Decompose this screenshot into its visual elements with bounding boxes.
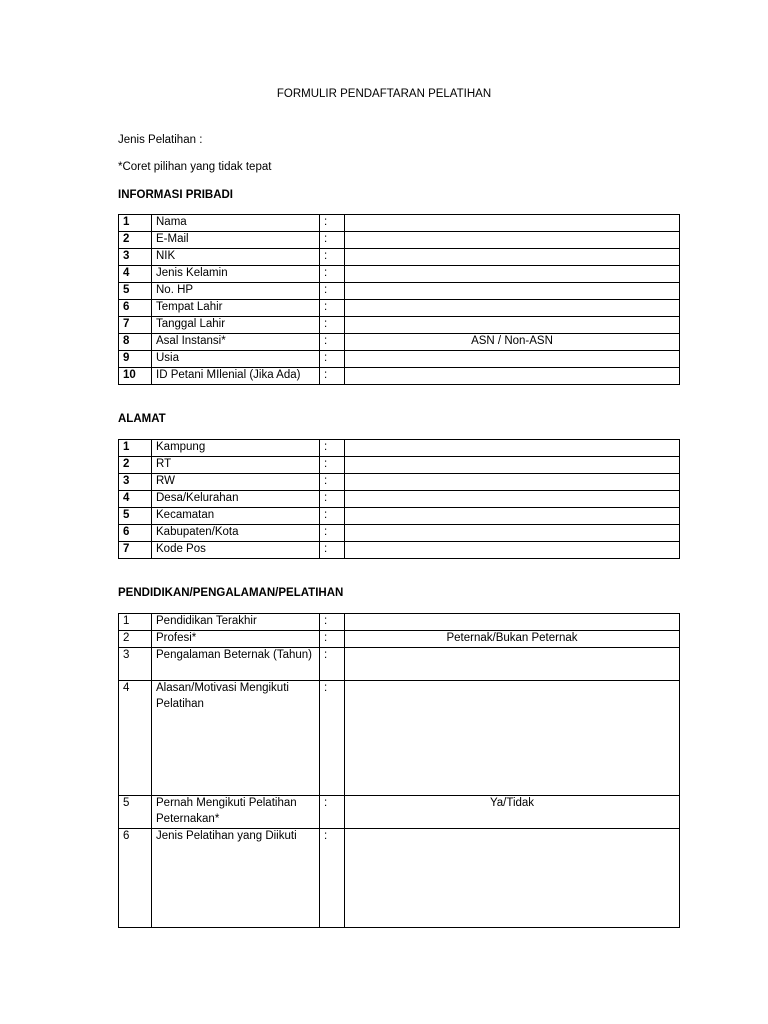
row-value-field[interactable] <box>345 266 680 283</box>
row-number: 1 <box>119 614 152 631</box>
table-row <box>119 440 680 457</box>
table-row <box>119 542 680 559</box>
jenis-pelatihan-label: Jenis Pelatihan : <box>118 134 203 146</box>
row-value-field[interactable] <box>345 525 680 542</box>
row-number: 6 <box>119 829 152 928</box>
table-pendidikan <box>118 613 680 928</box>
row-value-field[interactable]: ASN / Non-ASN <box>345 334 680 351</box>
row-value-field[interactable] <box>345 440 680 457</box>
row-value-field[interactable] <box>345 232 680 249</box>
row-label: Pernah Mengikuti Pelatihan Peternakan* <box>152 796 320 829</box>
row-number: 3 <box>119 474 152 491</box>
table-row <box>119 457 680 474</box>
table-row <box>119 283 680 300</box>
row-label: Asal Instansi* <box>152 334 320 351</box>
row-number: 10 <box>119 368 152 385</box>
table-row <box>119 266 680 283</box>
table-row <box>119 796 680 829</box>
row-label: Tanggal Lahir <box>152 317 320 334</box>
row-separator: : <box>320 440 345 457</box>
row-separator: : <box>320 829 345 928</box>
table-row <box>119 648 680 681</box>
row-number: 1 <box>119 440 152 457</box>
row-label: Tempat Lahir <box>152 300 320 317</box>
table-row <box>119 491 680 508</box>
row-number: 7 <box>119 542 152 559</box>
row-label: Pendidikan Terakhir <box>152 614 320 631</box>
row-value-field[interactable] <box>345 300 680 317</box>
row-separator: : <box>320 215 345 232</box>
row-label: No. HP <box>152 283 320 300</box>
row-value-field[interactable] <box>345 829 680 928</box>
row-separator: : <box>320 351 345 368</box>
note-text: *Coret pilihan yang tidak tepat <box>118 161 272 173</box>
table-row <box>119 631 680 648</box>
row-label: Jenis Pelatihan yang Diikuti <box>152 829 320 928</box>
row-number: 4 <box>119 681 152 796</box>
row-value-field[interactable] <box>345 317 680 334</box>
row-separator: : <box>320 525 345 542</box>
table-pribadi <box>118 214 680 385</box>
row-separator: : <box>320 491 345 508</box>
row-value-field[interactable] <box>345 249 680 266</box>
row-number: 4 <box>119 491 152 508</box>
row-label: Kabupaten/Kota <box>152 525 320 542</box>
row-value-field[interactable] <box>345 283 680 300</box>
row-number: 2 <box>119 631 152 648</box>
row-separator: : <box>320 614 345 631</box>
row-label: Kampung <box>152 440 320 457</box>
table-row <box>119 681 680 796</box>
row-label: ID Petani MIlenial (Jika Ada) <box>152 368 320 385</box>
row-value-field[interactable] <box>345 351 680 368</box>
row-separator: : <box>320 334 345 351</box>
row-number: 1 <box>119 215 152 232</box>
table-row <box>119 249 680 266</box>
table-row <box>119 334 680 351</box>
row-separator: : <box>320 648 345 681</box>
row-label: NIK <box>152 249 320 266</box>
row-label: Nama <box>152 215 320 232</box>
row-label: Usia <box>152 351 320 368</box>
section-heading-pribadi: INFORMASI PRIBADI <box>118 189 233 201</box>
row-separator: : <box>320 681 345 796</box>
row-label: RW <box>152 474 320 491</box>
table-alamat <box>118 439 680 559</box>
row-value-field[interactable]: Ya/Tidak <box>345 796 680 829</box>
table-row <box>119 614 680 631</box>
section-heading-pendidikan: PENDIDIKAN/PENGALAMAN/PELATIHAN <box>118 587 344 599</box>
section-heading-alamat: ALAMAT <box>118 413 166 425</box>
row-label: RT <box>152 457 320 474</box>
row-number: 5 <box>119 796 152 829</box>
row-value-field[interactable] <box>345 474 680 491</box>
row-label: Desa/Kelurahan <box>152 491 320 508</box>
row-value-field[interactable] <box>345 491 680 508</box>
table-row <box>119 300 680 317</box>
row-label: Pengalaman Beternak (Tahun) <box>152 648 320 681</box>
row-number: 6 <box>119 300 152 317</box>
row-label: Jenis Kelamin <box>152 266 320 283</box>
row-value-field[interactable]: Peternak/Bukan Peternak <box>345 631 680 648</box>
row-separator: : <box>320 508 345 525</box>
table-row <box>119 508 680 525</box>
table-row <box>119 351 680 368</box>
row-separator: : <box>320 300 345 317</box>
row-value-field[interactable] <box>345 542 680 559</box>
table-row <box>119 368 680 385</box>
row-value-field[interactable] <box>345 614 680 631</box>
row-label: Kode Pos <box>152 542 320 559</box>
row-number: 5 <box>119 283 152 300</box>
row-separator: : <box>320 232 345 249</box>
row-separator: : <box>320 457 345 474</box>
row-value-field[interactable] <box>345 648 680 681</box>
row-separator: : <box>320 368 345 385</box>
row-separator: : <box>320 317 345 334</box>
row-separator: : <box>320 796 345 829</box>
row-number: 5 <box>119 508 152 525</box>
table-row <box>119 474 680 491</box>
row-value-field[interactable] <box>345 457 680 474</box>
table-row <box>119 525 680 542</box>
row-separator: : <box>320 283 345 300</box>
row-separator: : <box>320 631 345 648</box>
row-number: 6 <box>119 525 152 542</box>
row-separator: : <box>320 249 345 266</box>
form-title: FORMULIR PENDAFTARAN PELATIHAN <box>276 88 492 100</box>
row-separator: : <box>320 474 345 491</box>
row-label: Profesi* <box>152 631 320 648</box>
row-separator: : <box>320 542 345 559</box>
row-separator: : <box>320 266 345 283</box>
table-row <box>119 317 680 334</box>
table-row <box>119 215 680 232</box>
table-row <box>119 829 680 928</box>
row-value-field[interactable] <box>345 368 680 385</box>
row-value-field[interactable] <box>345 508 680 525</box>
row-number: 3 <box>119 249 152 266</box>
row-value-field[interactable] <box>345 215 680 232</box>
row-number: 3 <box>119 648 152 681</box>
row-number: 2 <box>119 457 152 474</box>
row-number: 9 <box>119 351 152 368</box>
row-number: 2 <box>119 232 152 249</box>
row-label: E-Mail <box>152 232 320 249</box>
row-label: Alasan/Motivasi Mengikuti Pelatihan <box>152 681 320 796</box>
row-number: 8 <box>119 334 152 351</box>
row-label: Kecamatan <box>152 508 320 525</box>
row-number: 4 <box>119 266 152 283</box>
row-number: 7 <box>119 317 152 334</box>
table-row <box>119 232 680 249</box>
row-value-field[interactable] <box>345 681 680 796</box>
